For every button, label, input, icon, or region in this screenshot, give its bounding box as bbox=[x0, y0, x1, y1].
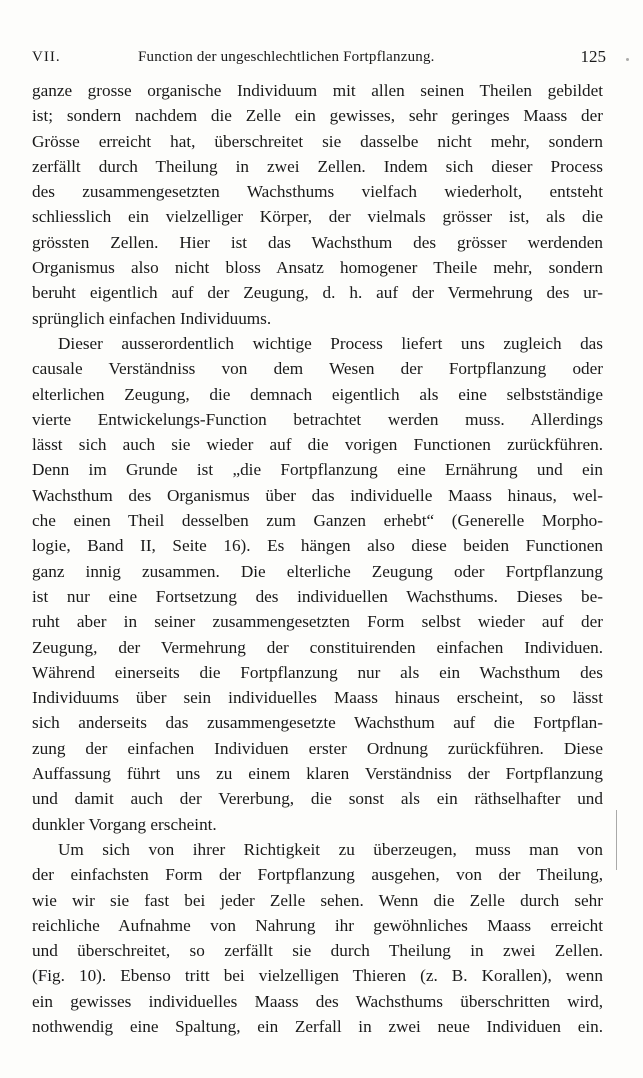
text-line: zung der einfachen Individuen erster Ordnung zurückführen. Diese bbox=[32, 738, 603, 758]
text-line: wie wir sie fast bei jeder Zelle sehen. Wenn die Zelle durch sehr bbox=[32, 890, 603, 910]
text-line: Auffassung führt uns zu einem klaren Verständniss der Fortpflanzung bbox=[32, 764, 603, 784]
text-line: schliesslich ein vielzelliger Körper, der vielmals grösser ist, als die bbox=[32, 207, 603, 227]
text-line: sprünglich einfachen Individuums. bbox=[32, 308, 272, 328]
text-line: des zusammengesetzten Wachsthums vielfach wiederholt, entsteht bbox=[32, 182, 603, 202]
text-line: nothwendig eine Spaltung, ein Zerfall in zwei neue Individuen ein. bbox=[32, 1016, 603, 1036]
text-line: und überschreitet, so zerfällt sie durch Theilung in zwei Zellen. bbox=[32, 941, 603, 961]
text-line: Während einerseits die Fortpflanzung nur als ein Wachsthum des bbox=[32, 662, 603, 682]
text-line: ein gewisses individuelles Maass des Wachsthums überschritten wird, bbox=[32, 991, 603, 1011]
text-line: logie, Band II, Seite 16). Es hängen also diese beiden Functionen bbox=[32, 536, 603, 556]
text-line: beruht eigentlich auf der Zeugung, d. h. auf der Vermehrung des ur- bbox=[32, 283, 603, 303]
text-line: che einen Theil desselben zum Ganzen erhebt“ (Generelle Morpho- bbox=[32, 511, 603, 531]
page-number: 125 bbox=[580, 47, 606, 66]
text-line: Individuums über sein individuelles Maass hinaus erscheint, so lässt bbox=[32, 688, 603, 708]
text-line: lässt sich auch sie wieder auf die vorigen Functionen zurückführen. bbox=[32, 435, 603, 455]
text-line: der einfachsten Form der Fortpflanzung ausgehen, von der Theilung, bbox=[32, 865, 603, 885]
text-line: causale Verständniss von dem Wesen der Fortpflanzung oder bbox=[32, 359, 603, 379]
body-text bbox=[32, 78, 603, 1039]
text-line: und damit auch der Vererbung, die sonst als ein räthselhafter und bbox=[32, 789, 603, 809]
text-line: vierte Entwickelungs-Function betrachtet werden muss. Allerdings bbox=[32, 409, 603, 429]
text-line: ist nur eine Fortsetzung des individuellen Wachsthums. Dieses be- bbox=[32, 586, 603, 606]
text-line: ganze grosse organische Individuum mit allen seinen Theilen gebildet bbox=[32, 81, 603, 100]
corner-speck bbox=[626, 58, 629, 61]
text-line: sich anderseits das zusammengesetzte Wachsthum auf die Fortpflan- bbox=[32, 713, 603, 733]
text-line: ist; sondern nachdem die Zelle ein gewisses, sehr geringes Maass der bbox=[32, 106, 603, 126]
text-line: grössten Zellen. Hier ist das Wachsthum des grösser werdenden bbox=[32, 232, 603, 252]
text-line: ruht aber in seiner zusammengesetzten Form selbst wieder auf der bbox=[32, 612, 603, 632]
text-line: reichliche Aufnahme von Nahrung ihr gewöhnliches Maass erreicht bbox=[32, 915, 603, 935]
chapter-number: VII. bbox=[32, 49, 61, 65]
running-header bbox=[32, 46, 606, 68]
text-line: (Fig. 10). Ebenso tritt bei vielzelligen Thieren (z. B. Korallen), wenn bbox=[32, 966, 603, 986]
text-line: Grösse erreicht hat, überschreitet sie dasselbe nicht mehr, sondern bbox=[32, 131, 603, 151]
text-line: Wachsthum des Organismus über das individuelle Maass hinaus, wel- bbox=[32, 485, 603, 505]
text-line: Um sich von ihrer Richtigkeit zu überzeugen, muss man von bbox=[58, 839, 603, 859]
text-line: Organismus also nicht bloss Ansatz homogener Theile mehr, sondern bbox=[32, 258, 603, 278]
text-line: Dieser ausserordentlich wichtige Process liefert uns zugleich das bbox=[58, 333, 603, 353]
text-line: Zeugung, der Vermehrung der constituirenden einfachen Individuen. bbox=[32, 637, 603, 657]
text-line: Denn im Grunde ist „die Fortpflanzung eine Ernährung und ein bbox=[32, 460, 603, 480]
margin-mark bbox=[616, 810, 619, 870]
text-line: ganz innig zusammen. Die elterliche Zeugung oder Fortpflanzung bbox=[32, 561, 603, 581]
text-line: dunkler Vorgang erscheint. bbox=[32, 814, 217, 834]
running-title: Function der ungeschlechtlichen Fortpflanzung. bbox=[138, 49, 435, 65]
text-line: zerfällt durch Theilung in zwei Zellen. Indem sich dieser Process bbox=[32, 156, 603, 176]
text-line: elterlichen Zeugung, die demnach eigentlich als eine selbstständige bbox=[32, 384, 603, 404]
